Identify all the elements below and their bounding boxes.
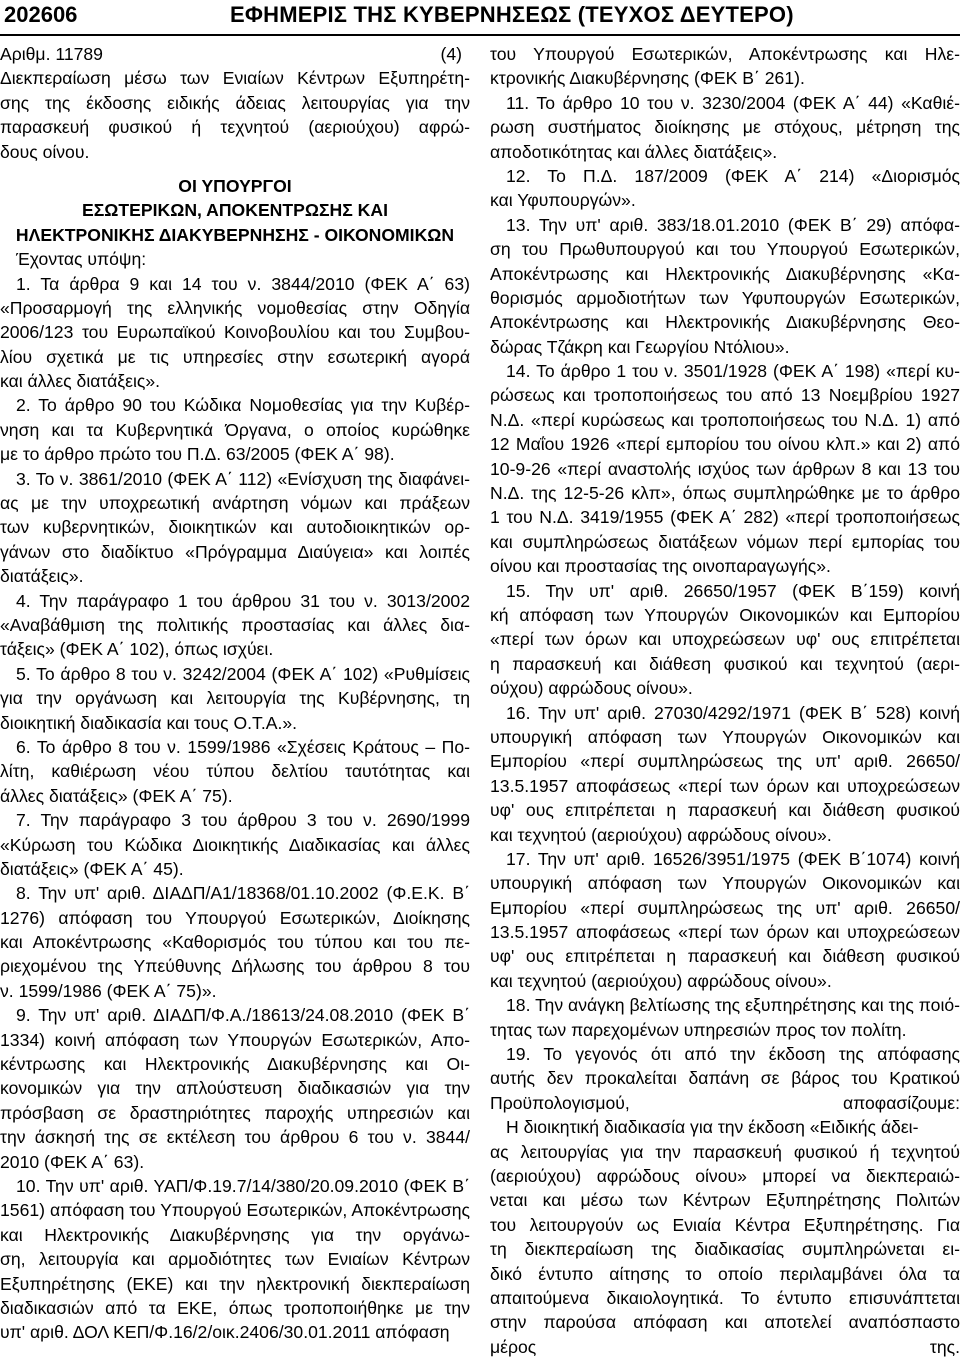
text-line: κτρονικής Διακυβέρνησης (ΦΕΚ Β΄ 261). — [490, 68, 805, 89]
text-line: «Προσαρμογή της ελληνικής νομοθεσίας στην Οδηγία — [0, 297, 470, 318]
ministers-heading: ΟΙ ΥΠΟΥΡΓΟΙ — [178, 175, 292, 196]
text-line: 13. Την υπ' αριθ. 383/18.01.2010 (ΦΕΚ Β΄ 29) απόφα- — [506, 214, 960, 235]
text-line: τη διεκπεραίωση της διαδικασίας συμπληρώνεται ει- — [490, 1239, 960, 1260]
text-line: Αποκέντρωσης και Ηλεκτρονικής Διακυβέρνησης Θεο- — [490, 312, 960, 333]
text-line: αποδοτικότητας και άλλες διατάξεις». — [490, 141, 778, 162]
text-line: 12. Το Π.Δ. 187/2009 (ΦΕΚ Α΄ 214) «Διορισμός — [506, 165, 960, 186]
text-line: 3. Το ν. 3861/2010 (ΦΕΚ Α΄ 112) «Ενίσχυση της διαφάνει- — [16, 468, 470, 489]
text-line: τητας των παρεχομένων υπηρεσιών προς τον πολίτη. — [490, 1019, 907, 1040]
text-line: ριεχομένου της Υπεύθυνης Δήλωσης του άρθρου 8 του — [0, 956, 470, 977]
text-line: ας με την υποχρεωτική ανάρτηση νόμων και πράξεων — [0, 493, 470, 514]
text-line: 1561) απόφαση του Υπουργού Εσωτερικών, Αποκέντρωσης — [0, 1200, 470, 1221]
text-line: 13.5.1957 αποφάσεως «περί των όρων και υποχρεώσεων — [490, 775, 960, 796]
text-line: 10-9-26 «περί αναστολής ισχύος των άρθρων 8 και 13 του — [490, 458, 960, 479]
text-line: και συμπληρώσεως διατάξεων νόμων περί εμπορίας του — [490, 531, 960, 552]
text-line: «περί των όρων και υποχρεώσεων υφ' ους επιτρέπεται — [490, 629, 960, 650]
subject-line: σης της έκδοσης ειδικής άδειας λειτουργίας για την — [0, 92, 470, 113]
text-line: πρόσβαση σε δραστηριότητες παροχής υπηρεσιών και — [0, 1102, 470, 1123]
text-line: Εμπορίου «περί συμπληρώσεως της υπ' αριθ. 26650/ — [490, 897, 960, 918]
text-line: 1334) κοινή απόφαση των Υπουργών Εσωτερικών, Απο- — [0, 1029, 470, 1050]
text-line: διοικητική διαδικασία και τους Ο.Τ.Α.». — [0, 712, 298, 733]
text-line: και τεχνητού (αεριούχου) αφρώδους οίνου». — [490, 824, 832, 845]
text-line: Η διοικητική διαδικασία για την έκδοση «Ειδικής άδει- — [506, 1117, 919, 1138]
text-line: υφ' ους επιτρέπεται η παρασκευή και διάθεση φυσικού — [490, 946, 960, 967]
text-line: 6. Το άρθρο 8 του ν. 1599/1986 «Σχέσεις Κράτους – Πο- — [16, 736, 470, 757]
text-line: θορισμός αρμοδιοτήτων των Υφυπουργών Εσωτερικών, — [490, 287, 960, 308]
gazette-title: ΕΦΗΜΕΡΙΣ ΤΗΣ ΚΥΒΕΡΝΗΣΕΩΣ (ΤΕΥΧΟΣ ΔΕΥΤΕΡΟ) — [230, 2, 794, 27]
text-line: δώρας Τζάκρη και Γεωργίου Ντόλιου». — [490, 336, 790, 357]
text-line: την άσκησή της σε εκτέλεση του άρθρου 6 του ν. 3844/ — [0, 1127, 470, 1148]
text-line: διαδικασιών από τα ΕΚΕ, όπως τροποποιήθηκε με την — [0, 1297, 470, 1318]
text-line: κή απόφαση των Υπουργών Οικονομικών και Εμπορίου — [490, 604, 960, 625]
text-line: Έχοντας υπόψη: — [16, 249, 147, 270]
text-line: 5. Το άρθρο 8 του ν. 3242/2004 (ΦΕΚ Α΄ 102) «Ρυθμίσεις — [16, 663, 470, 684]
text-line: 17. Την υπ' αριθ. 16526/3951/1975 (ΦΕΚ Β΄1074) κοινή — [506, 848, 960, 869]
text-line: 2. Το άρθρο 90 του Κώδικα Νομοθεσίας για την Κυβέρ- — [16, 395, 470, 416]
text-line: 4. Την παράγραφο 1 του άρθρου 31 του ν. 3013/2002 — [16, 590, 470, 611]
text-line: άλλες διατάξεις» (ΦΕΚ Α΄ 75). — [0, 785, 233, 806]
text-line: γάνων στο διαδίκτυο «Πρόγραμμα Διαύγεια» και λοιπές — [0, 541, 470, 562]
text-line: οίνου και προστασίας της οινοπαραγωγής». — [490, 556, 831, 577]
text-line: του λειτουργούν ως Ενιαία Κέντρα Εξυπηρέτησης. Για — [490, 1214, 960, 1235]
text-line: 15. Την υπ' αριθ. 26650/1957 (ΦΕΚ Β΄159) κοινή — [506, 580, 960, 601]
text-line: η παρασκευή και διάθεση φυσικού και τεχνητού (αερι- — [490, 653, 960, 674]
text-line: Ν.Δ. «περί κυρώσεως και τροποποιήσεως του Ν.Δ. 1) από — [490, 409, 960, 430]
subject-line: Διεκπεραίωση μέσω των Ενιαίων Κέντρων Εξυπηρέτη- — [0, 68, 470, 89]
text-line: και Αποκέντρωσης «Καθορισμός του τύπου και του πε- — [0, 932, 470, 953]
text-line: ση του Πρωθυπουργού και του Υπουργού Εσωτερικών, — [490, 239, 960, 260]
decision-sequence: (4) — [440, 44, 462, 64]
text-line: τάξεις» (ΦΕΚ Α΄ 102), όπως ισχύει. — [0, 639, 274, 660]
text-line: δικό έντυπο αίτησης το οποίο περιλαμβάνει όλα τα — [490, 1263, 960, 1284]
text-line: ρώσεως και τροποποιήσεως του από 13 Νοεμβρίου 1927 — [490, 385, 960, 406]
decision-number-line — [0, 42, 470, 66]
text-line: υπουργική απόφαση των Υπουργών Οικονομικών και — [490, 726, 960, 747]
text-line: «Αναβάθμιση της πολιτικής προστασίας και άλλες δια- — [0, 614, 470, 635]
text-line: 8. Την υπ' αριθ. ΔΙΑΔΠ/Α1/18368/01.10.2002 (Φ.Ε.Κ. Β΄ — [16, 883, 470, 904]
text-line: και Υφυπουργών». — [490, 190, 636, 211]
text-line: κονομικών για την απλούστευση διαδικασιών για την — [0, 1078, 470, 1099]
text-line: 18. Την ανάγκη βελτίωσης της εξυπηρέτησης και της ποιό- — [506, 995, 960, 1016]
subject-line: δους οίνου. — [0, 141, 90, 162]
page-number: 202606 — [4, 2, 78, 27]
text-line: λίτη, καθιέρωση νέου τύπου δελτίου ταυτότητας και — [0, 761, 470, 782]
text-line: και Ηλεκτρονικής Διακυβέρνησης για την οργάνω- — [0, 1224, 470, 1245]
text-line: νεται και μέσω των Κέντρων Εξυπηρέτησης Πολιτών — [490, 1190, 960, 1211]
text-line: 12 Μαΐου 1926 «περί εμπορίου του οίνου κλπ.» και 2) από — [490, 434, 960, 455]
text-line: Εμπορίου «περί συμπληρώσεως της υπ' αριθ. 26650/ — [490, 751, 960, 772]
text-line: αυτής δεν προκαλείται δαπάνη σε βάρος του Κρατικού — [490, 1068, 960, 1089]
text-line: (αεριούχου) αφρώδους οίνου» μπορεί να διεκπεραιώ- — [490, 1165, 960, 1186]
text-line: 9. Την υπ' αριθ. ΔΙΑΔΠ/Φ.Α./18613/24.08.2010 (ΦΕΚ Β΄ — [16, 1005, 470, 1026]
text-line: του Υπουργού Εσωτερικών, Αποκέντρωσης και Ηλε- — [490, 44, 960, 64]
text-line: μέρος της. — [490, 1336, 960, 1357]
text-line: 2010 (ΦΕΚ Α΄ 63). — [0, 1151, 145, 1172]
text-line: «Κύρωση του Κώδικα Διοικητικής Διαδικασίας και άλλες — [0, 834, 470, 855]
text-line: απαιτούμενα δικαιολογητικά. Το έντυπο επισυνάπτεται — [490, 1287, 960, 1308]
text-line: 1 του Ν.Δ. 3419/1955 (ΦΕΚ Α΄ 282) «περί τροποποιήσεως — [490, 507, 960, 528]
text-line: Αποκέντρωσης και Ηλεκτρονικής Διακυβέρνησης «Κα- — [490, 263, 960, 284]
header-rule — [0, 34, 960, 36]
text-line: ν. 1599/1986 (ΦΕΚ Α΄ 75)». — [0, 980, 217, 1001]
text-line: 1276) απόφαση του Υπουργού Εσωτερικών, Διοίκησης — [0, 907, 470, 928]
text-line: 16. Την υπ' αριθ. 27030/4292/1971 (ΦΕΚ Β΄ 528) κοινή — [506, 702, 960, 723]
text-line: ας λειτουργίας για την παρασκευή φυσικού ή τεχνητού — [490, 1141, 960, 1162]
text-line: 11. Το άρθρο 10 του ν. 3230/2004 (ΦΕΚ Α΄ 44) «Καθιέ- — [506, 92, 960, 113]
text-line: λίου σχετικά με τις υπηρεσίες στην εσωτερική αγορά — [0, 346, 470, 367]
text-line: Εξυπηρέτησης (ΕΚΕ) και την ηλεκτρονική διεκπεραίωση — [0, 1273, 470, 1294]
right-column — [490, 42, 960, 1359]
text-line: 19. Το γεγονός ότι από την έκδοση της απόφασης — [506, 1044, 960, 1065]
decision-number: Αριθμ. 11789 — [0, 44, 103, 64]
text-line: ση, λειτουργία και αρμοδιότητες των Ενιαίων Κέντρων — [0, 1249, 470, 1270]
text-line: 14. Το άρθρο 1 του ν. 3501/1928 (ΦΕΚ Α΄ 198) «περί κυ- — [506, 361, 960, 382]
text-line: 10. Την υπ' αριθ. ΥΑΠ/Φ.19.7/14/380/20.09.2010 (ΦΕΚ Β΄ — [16, 1175, 470, 1196]
text-line: Προϋπολογισμού, αποφασίζουμε: — [490, 1092, 960, 1113]
text-line: 2006/123 του Ευρωπαϊκού Κοινοβουλίου και του Συμβου- — [0, 322, 470, 343]
text-line: ούχου) αφρώδους οίνου». — [490, 678, 693, 699]
subject-line: παρασκευή φυσικού ή τεχνητού (αεριούχου) αφρώ- — [0, 117, 470, 138]
ministers-heading: ΗΛΕΚΤΡΟΝΙΚΗΣ ΔΙΑΚΥΒΕΡΝΗΣΗΣ - ΟΙΚΟΝΟΜΙΚΩΝ — [15, 224, 455, 245]
text-line: 7. Την παράγραφο 3 του άρθρου 3 του ν. 2690/1999 — [16, 810, 470, 831]
text-line: 1. Τα άρθρα 9 και 14 του ν. 3844/2010 (ΦΕΚ Α΄ 63) — [16, 273, 470, 294]
left-column — [0, 42, 470, 1345]
text-line: διατάξεις». — [0, 566, 84, 587]
text-line: Ν.Δ. της 12-5-26 κλπ», όπως συμπληρώθηκε με το άρθρο — [490, 483, 960, 504]
text-line: υπουργική απόφαση των Υπουργών Οικονομικών και — [490, 873, 960, 894]
text-line: ρωση συστήματος διοίκησης με στόχους, μέτρηση της — [490, 117, 960, 138]
text-line: με το άρθρο πρώτο του Π.Δ. 63/2005 (ΦΕΚ Α΄ 98). — [0, 444, 395, 465]
text-line: νηση και τα Κυβερνητικά Όργανα, ο οποίος κυρώθηκε — [0, 419, 470, 440]
text-line: διατάξεις» (ΦΕΚ Α΄ 45). — [0, 858, 184, 879]
page-header — [0, 0, 960, 34]
text-line: και τεχνητού (αεριούχου) αφρώδους οίνου». — [490, 970, 832, 991]
text-line: υφ' ους επιτρέπεται η παρασκευή και διάθεση φυσικού — [490, 800, 960, 821]
ministers-heading: ΕΣΩΤΕΡΙΚΩΝ, ΑΠΟΚΕΝΤΡΩΣΗΣ ΚΑΙ — [82, 200, 388, 221]
text-line: στην παρούσα απόφαση και αποτελεί αναπόσπαστο — [490, 1312, 960, 1333]
text-line: των κυβερνητικών, διοικητικών και αυτοδιοικητικών ορ- — [0, 517, 470, 538]
text-line: για την οργάνωση και λειτουργία της Κυβέρνησης, τη — [0, 688, 470, 709]
text-line: 13.5.1957 αποφάσεως «περί των όρων και υποχρεώσεων — [490, 922, 960, 943]
text-line: κέντρωσης και Ηλεκτρονικής Διακυβέρνησης και Οι- — [0, 1054, 470, 1075]
text-line: και άλλες διατάξεις». — [0, 371, 161, 392]
text-line: υπ' αριθ. ΔΟΛ ΚΕΠ/Φ.16/2/οικ.2406/30.01.2011 απόφαση — [0, 1322, 450, 1343]
